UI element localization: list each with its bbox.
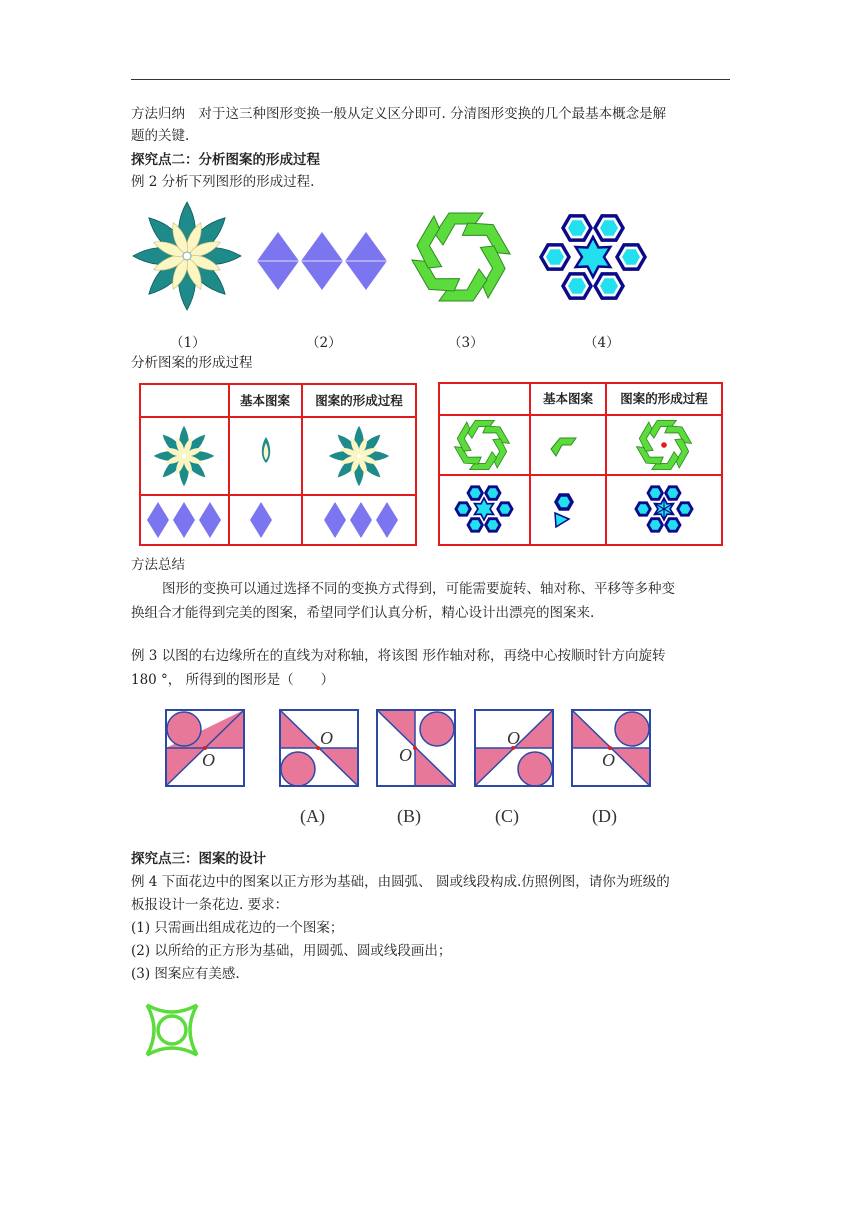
option-a-label: (A) bbox=[300, 806, 325, 826]
table-left-header-process: 图案的形成过程 bbox=[315, 393, 403, 408]
analysis-table-right bbox=[438, 382, 723, 546]
border-pattern-example bbox=[143, 1001, 201, 1059]
method-summary-line2: 题的关键. bbox=[131, 128, 190, 144]
summary-title: 方法总结 bbox=[131, 557, 185, 573]
table-left-header-basic: 基本图案 bbox=[239, 393, 291, 408]
method-summary-line1: 方法归纳 对于这三种图形变换一般从定义区分即可. 分清图形变换的几个最基本概念是解 bbox=[131, 106, 667, 122]
hexagon-star-figure bbox=[535, 206, 651, 308]
option-b-figure bbox=[377, 710, 455, 827]
example2-text: 例 2 分析下列图形的形成过程. bbox=[131, 174, 315, 190]
option-d-label: (D) bbox=[592, 806, 617, 826]
example3-figures bbox=[160, 704, 660, 832]
section3-title: 探究点三：图案的设计 bbox=[131, 851, 266, 867]
option-a-o: O bbox=[320, 728, 333, 748]
example3-original-figure bbox=[166, 710, 244, 786]
table-diamonds-process bbox=[324, 502, 398, 538]
caption-1: （1） bbox=[170, 335, 206, 351]
requirement-2: (2) 以所给的正方形为基础，用圆弧、圆或线段画出； bbox=[131, 943, 452, 959]
option-d-figure bbox=[572, 710, 650, 827]
center-star bbox=[576, 237, 611, 277]
option-b-label: (B) bbox=[397, 806, 421, 826]
summary-line1: 图形的变换可以通过选择不同的变换方式得到，可能需要旋转、轴对称、平移等多种变 bbox=[162, 581, 675, 597]
caption-2: （2） bbox=[306, 335, 342, 351]
requirement-3: (3) 图案应有美感. bbox=[131, 966, 240, 982]
table-flower-small bbox=[154, 426, 214, 486]
swirl-segments bbox=[410, 212, 512, 301]
option-a-figure bbox=[280, 710, 358, 827]
table-right-header-process: 图案的形成过程 bbox=[620, 391, 708, 406]
hexagon-swirl-figure bbox=[410, 211, 512, 303]
table-flower-process bbox=[329, 426, 389, 486]
example3-original-o: O bbox=[202, 750, 215, 770]
caption-3: （3） bbox=[448, 335, 484, 351]
summary-line2: 换组合才能得到完美的图案，希望同学们认真分析，精心设计出漂亮的图案来. bbox=[131, 605, 595, 621]
requirement-1: (1) 只需画出组成花边的一个图案； bbox=[131, 920, 344, 936]
flower-figure bbox=[131, 200, 243, 312]
header-rule bbox=[131, 79, 730, 80]
example4-line2: 板报设计一条花边. 要求： bbox=[131, 897, 289, 913]
example4-line1: 例 4 下面花边中的图案以正方形为基础，由圆弧、 圆或线段构成.仿照例图，请你为班级的 bbox=[131, 874, 670, 890]
analysis-table-left bbox=[139, 383, 417, 546]
option-c-figure bbox=[475, 710, 553, 827]
option-c-o: O bbox=[507, 728, 520, 748]
example3-line2: 180 °， 所得到的图形是（ ） bbox=[131, 672, 335, 688]
table-right-header-basic: 基本图案 bbox=[542, 391, 594, 406]
option-b-o: O bbox=[399, 745, 412, 765]
section2-title: 探究点二：分析图案的形成过程 bbox=[131, 152, 320, 168]
option-d-o: O bbox=[602, 750, 615, 770]
caption-4: （4） bbox=[584, 335, 620, 351]
option-c-label: (C) bbox=[495, 806, 519, 826]
table-diamonds-small bbox=[147, 502, 221, 538]
diamonds-figure bbox=[257, 232, 387, 290]
example3-line1: 例 3 以图的右边缘所在的直线为对称轴，将该图 形作轴对称，再绕中心按顺时针方向旋转 bbox=[131, 648, 666, 664]
analysis-title: 分析图案的形成过程 bbox=[131, 355, 253, 371]
